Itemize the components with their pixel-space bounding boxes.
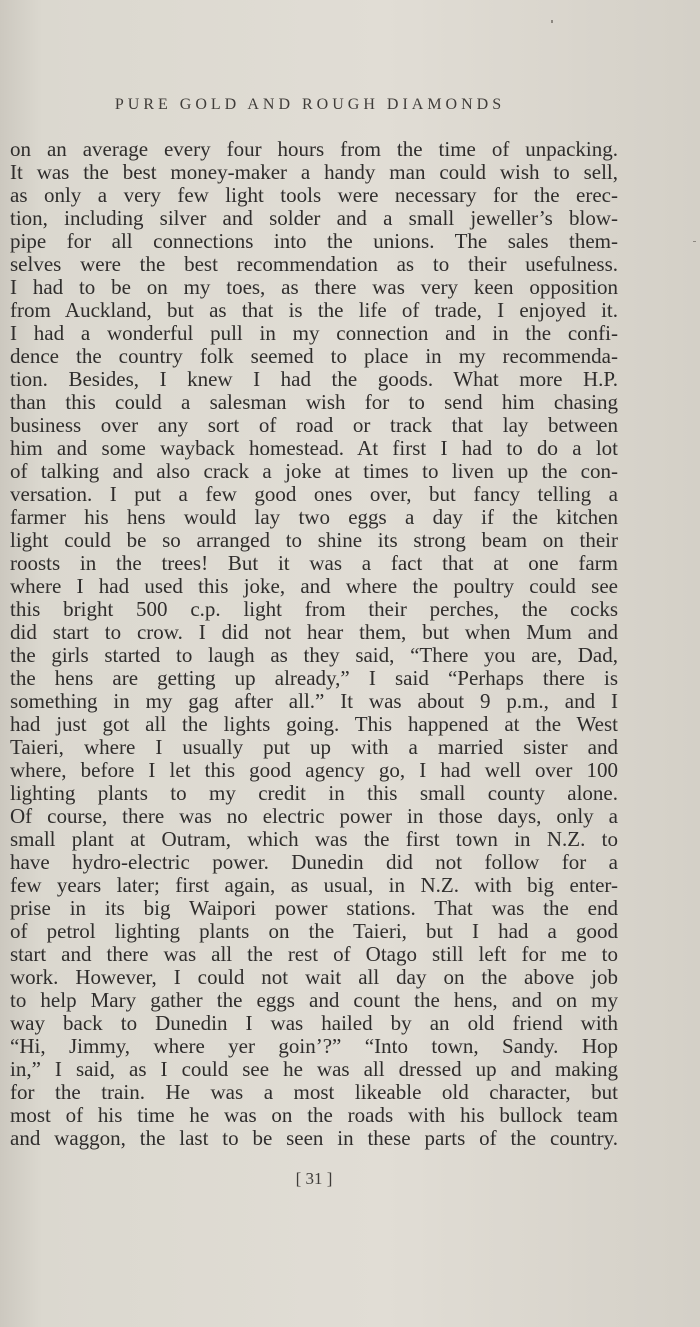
text-line: small plant at Outram, which was the first town in N.Z. to	[10, 827, 618, 851]
text-line: to help Mary gather the eggs and count the hens, and on my	[10, 988, 618, 1012]
text-line: Taieri, where I usually put up with a married sister and	[10, 735, 618, 759]
text-line: as only a very few light tools were necessary for the erec-	[10, 183, 618, 207]
text-line: Of course, there was no electric power in those days, only a	[10, 804, 618, 828]
text-line: I had to be on my toes, as there was very keen opposition	[10, 275, 618, 299]
text-line: tion. Besides, I knew I had the goods. What more H.P.	[10, 367, 618, 391]
text-line: pipe for all connections into the unions. The sales them-	[10, 229, 618, 253]
text-line: in,” I said, as I could see he was all dressed up and making	[10, 1057, 618, 1081]
body-text	[10, 138, 618, 1150]
paper-speck	[693, 241, 696, 242]
text-line: versation. I put a few good ones over, but fancy telling a	[10, 482, 618, 506]
text-line: for the train. He was a most likeable old character, but	[10, 1080, 618, 1104]
text-line: something in my gag after all.” It was about 9 p.m., and I	[10, 689, 618, 713]
text-line: had just got all the lights going. This happened at the West	[10, 712, 618, 736]
text-line: of talking and also crack a joke at times to liven up the con-	[10, 459, 618, 483]
text-line: where I had used this joke, and where the poultry could see	[10, 574, 618, 598]
page-number: [ 31 ]	[295, 1169, 333, 1188]
text-line: selves were the best recommendation as to their usefulness.	[10, 252, 618, 276]
text-line: tion, including silver and solder and a small jeweller’s blow-	[10, 206, 618, 230]
text-line: have hydro-electric power. Dunedin did not follow for a	[10, 850, 618, 874]
text-line: the hens are getting up already,” I said “Perhaps there is	[10, 666, 618, 690]
text-line: few years later; first again, as usual, in N.Z. with big enter-	[10, 873, 618, 897]
text-line: from Auckland, but as that is the life of trade, I enjoyed it.	[10, 298, 618, 322]
text-line: on an average every four hours from the time of unpacking.	[10, 137, 618, 161]
paper-speck	[551, 20, 553, 23]
text-line: It was the best money-maker a handy man could wish to sell,	[10, 160, 618, 184]
text-line: this bright 500 c.p. light from their perches, the cocks	[10, 597, 618, 621]
text-line: roosts in the trees! But it was a fact that at one farm	[10, 551, 618, 575]
text-line: prise in its big Waipori power stations. That was the end	[10, 896, 618, 920]
text-line: “Hi, Jimmy, where yer goin’?” “Into town, Sandy. Hop	[10, 1034, 618, 1058]
text-line: business over any sort of road or track that lay between	[10, 413, 618, 437]
text-line: start and there was all the rest of Otago still left for me to	[10, 942, 618, 966]
text-line: did start to crow. I did not hear them, but when Mum and	[10, 620, 618, 644]
text-line: light could be so arranged to shine its strong beam on their	[10, 528, 618, 552]
text-line: and waggon, the last to be seen in these parts of the country.	[10, 1126, 618, 1150]
text-line: way back to Dunedin I was hailed by an old friend with	[10, 1011, 618, 1035]
text-line: most of his time he was on the roads with his bullock team	[10, 1103, 618, 1127]
text-line: dence the country folk seemed to place in my recommenda-	[10, 344, 618, 368]
running-head: PURE GOLD AND ROUGH DIAMONDS	[114, 96, 506, 113]
text-line: work. However, I could not wait all day on the above job	[10, 965, 618, 989]
text-line: farmer his hens would lay two eggs a day if the kitchen	[10, 505, 618, 529]
text-line: lighting plants to my credit in this small county alone.	[10, 781, 618, 805]
text-line: where, before I let this good agency go, I had well over 100	[10, 758, 618, 782]
text-line: of petrol lighting plants on the Taieri, but I had a good	[10, 919, 618, 943]
text-line: than this could a salesman wish for to send him chasing	[10, 390, 618, 414]
text-line: I had a wonderful pull in my connection and in the confi-	[10, 321, 618, 345]
text-line: him and some wayback homestead. At first I had to do a lot	[10, 436, 618, 460]
text-line: the girls started to laugh as they said, “There you are, Dad,	[10, 643, 618, 667]
